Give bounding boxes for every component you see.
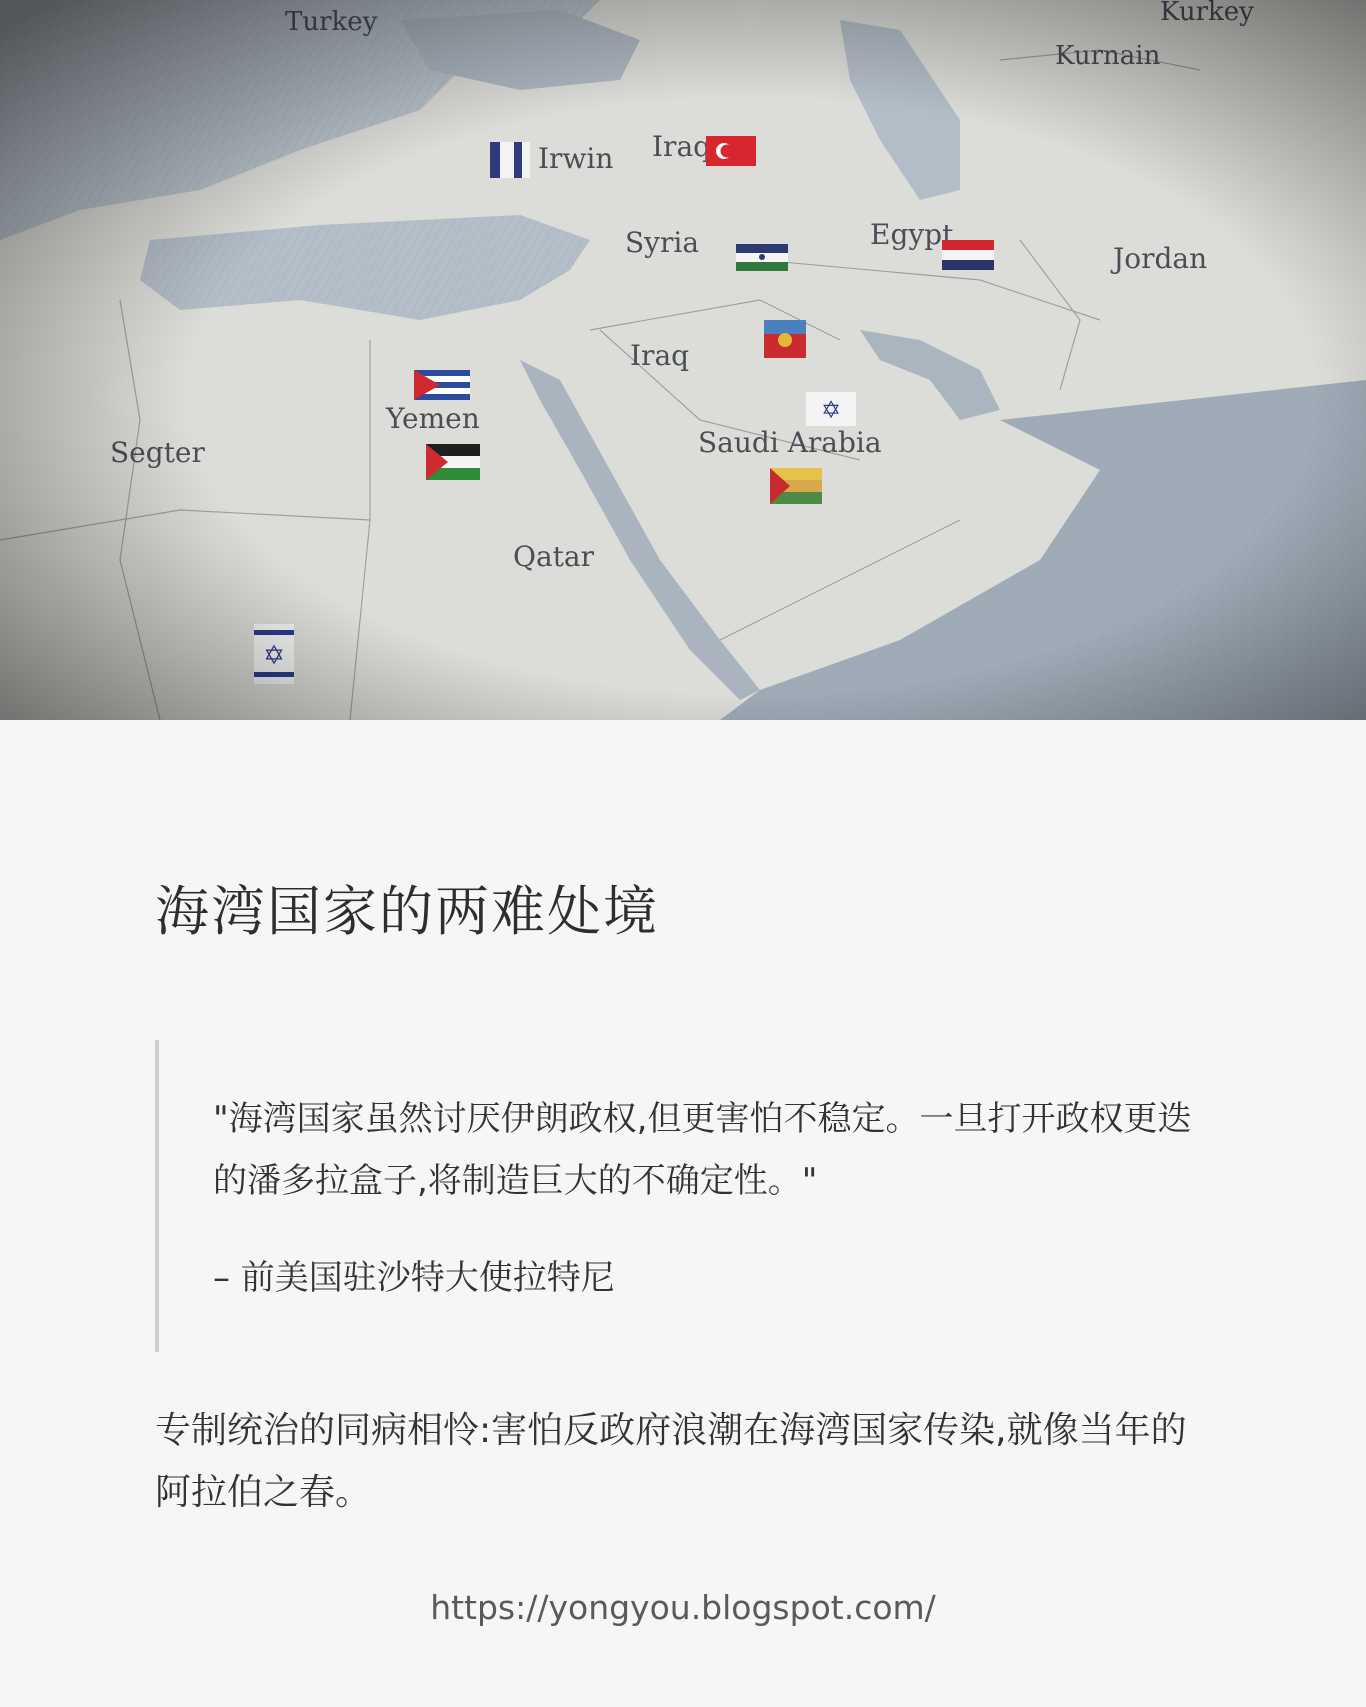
hero-map-image	[0, 0, 1366, 720]
blockquote	[155, 1040, 1215, 1352]
quote-author: – 前美国驻沙特大使拉特尼	[213, 1258, 615, 1298]
blog-url-link[interactable]: https://yongyou.blogspot.com/	[430, 1588, 936, 1627]
article-title: 海湾国家的两难处境	[155, 880, 659, 943]
article	[155, 880, 1215, 1513]
article-body: 专制统治的同病相怜:害怕反政府浪潮在海湾国家传染,就像当年的阿拉伯之春。	[155, 1410, 1187, 1513]
quote-text: "海湾国家虽然讨厌伊朗政权,但更害怕不稳定。一旦打开政权更迭的潘多拉盒子,将制造巨大的不确定性。"	[213, 1099, 1192, 1201]
